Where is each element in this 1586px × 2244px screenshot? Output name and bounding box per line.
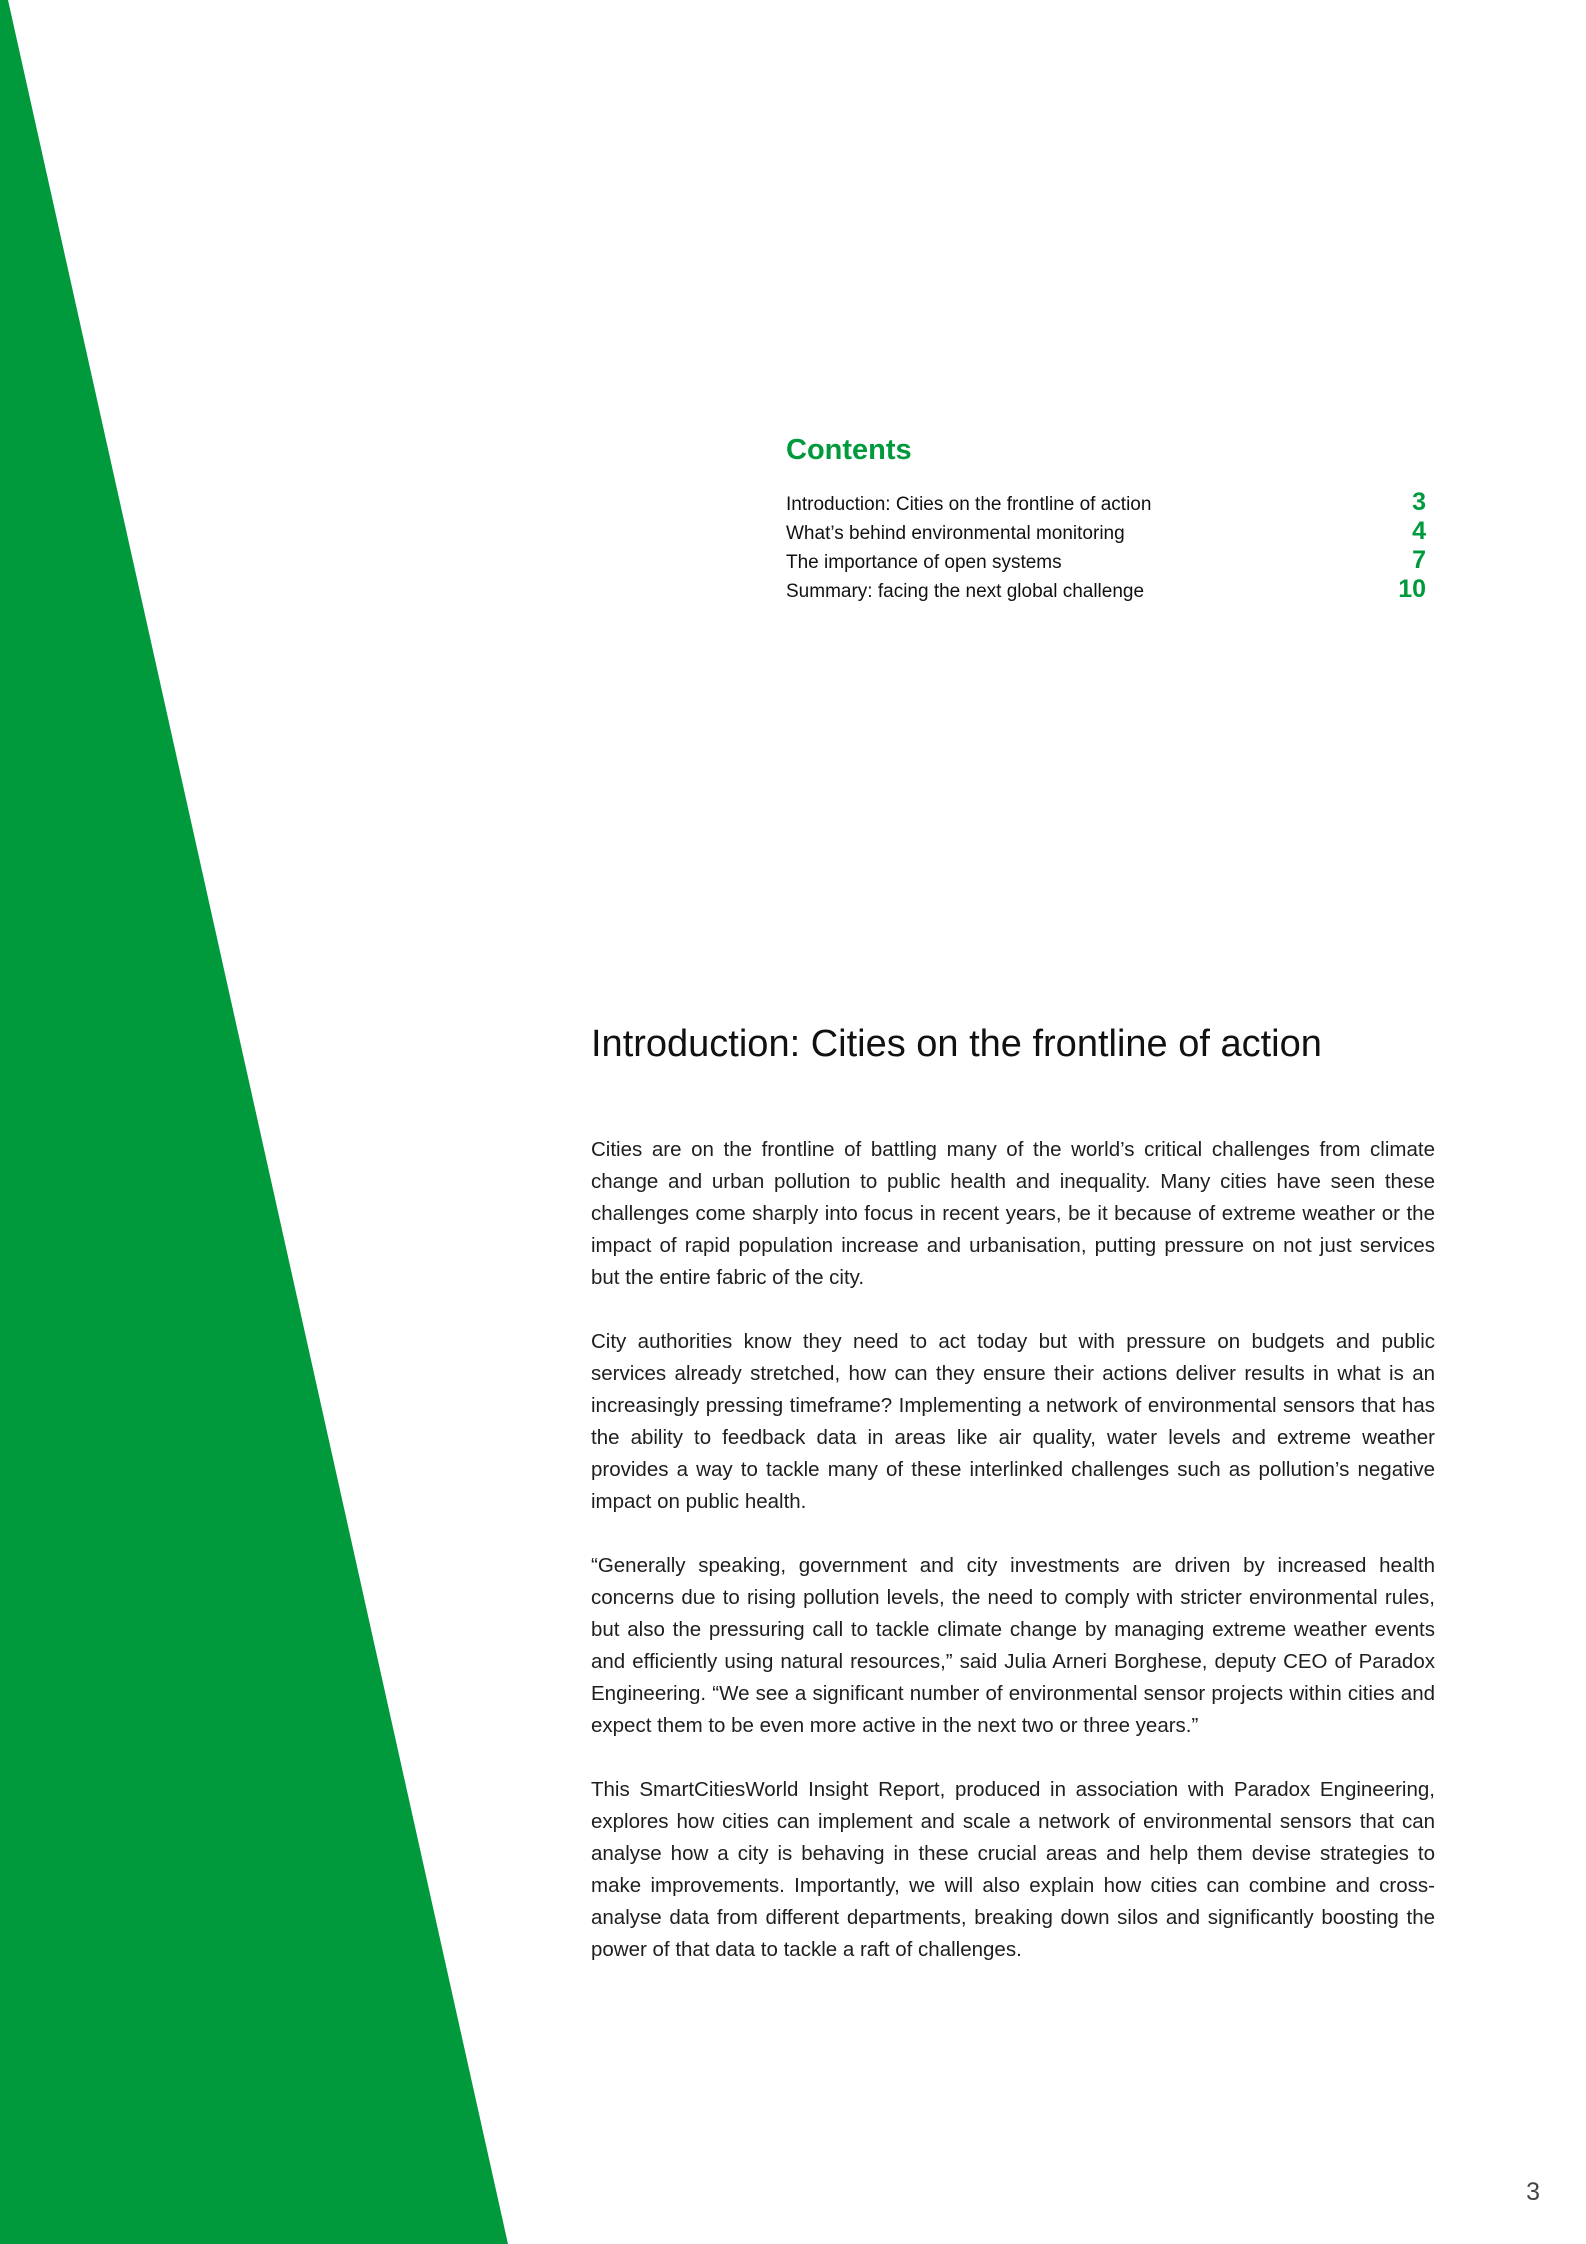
body-paragraph: “Generally speaking, government and city investments are driven by increased health concerns due to rising pollution levels, the need to comply with stricter environmental rules, but also the pressuring call to tackle climate change by managing extreme weather events and efficiently using natural resources,” said Julia Arneri Borghese, deputy CEO of Paradox Engineering. “We see a significant number of environmental sensor projects within cities and expect them to be even more active in the next two or three years.” (591, 1554, 1435, 1737)
body-paragraph: City authorities know they need to act today but with pressure on budgets and public services already stretched, how can they ensure their actions deliver results in what is an increasingly pressing timeframe? Implementing a network of environmental sensors that has the ability to feedback data in areas like air quality, water levels and extreme weather provides a way to tackle many of these interlinked challenges such as pollution’s negative impact on public health. (591, 1330, 1435, 1513)
body-paragraph: This SmartCitiesWorld Insight Report, produced in association with Paradox Engineering, explores how cities can implement and scale a network of environmental sensors that can analyse how a city is behaving in these crucial areas and help them devise strategies to make improvements. Importantly, we will also explain how cities can combine and cross-analyse data from different departments, breaking down silos and significantly boosting the power of that data to tackle a raft of challenges. (591, 1778, 1435, 1961)
toc-item-label: The importance of open systems (786, 552, 1062, 573)
contents-heading: Contents (786, 434, 912, 466)
body-paragraph: Cities are on the frontline of battling many of the world’s critical challenges from climate change and urban pollution to public health and inequality. Many cities have seen these challenges come sharply into focus in recent years, be it because of extreme weather or the impact of rapid population increase and urbanisation, putting pressure on not just services but the entire fabric of the city. (591, 1138, 1435, 1289)
section-title: Introduction: Cities on the frontline of action (591, 1023, 1322, 1065)
toc-item[interactable] (786, 546, 1426, 575)
toc-item-label: Summary: facing the next global challenge (786, 581, 1145, 602)
page-number: 3 (1526, 2178, 1540, 2206)
toc-item-label: Introduction: Cities on the frontline of action (786, 494, 1152, 515)
toc-item-page: 10 (1398, 575, 1426, 603)
toc-item-page: 4 (1412, 517, 1426, 545)
toc-item-label: What’s behind environmental monitoring (786, 523, 1125, 544)
introduction-section (591, 1016, 1435, 1998)
table-of-contents (786, 430, 1426, 604)
toc-item[interactable] (786, 517, 1426, 546)
toc-item[interactable] (786, 488, 1426, 517)
toc-item[interactable] (786, 575, 1426, 604)
toc-item-page: 3 (1412, 488, 1426, 516)
toc-item-page: 7 (1412, 546, 1426, 574)
